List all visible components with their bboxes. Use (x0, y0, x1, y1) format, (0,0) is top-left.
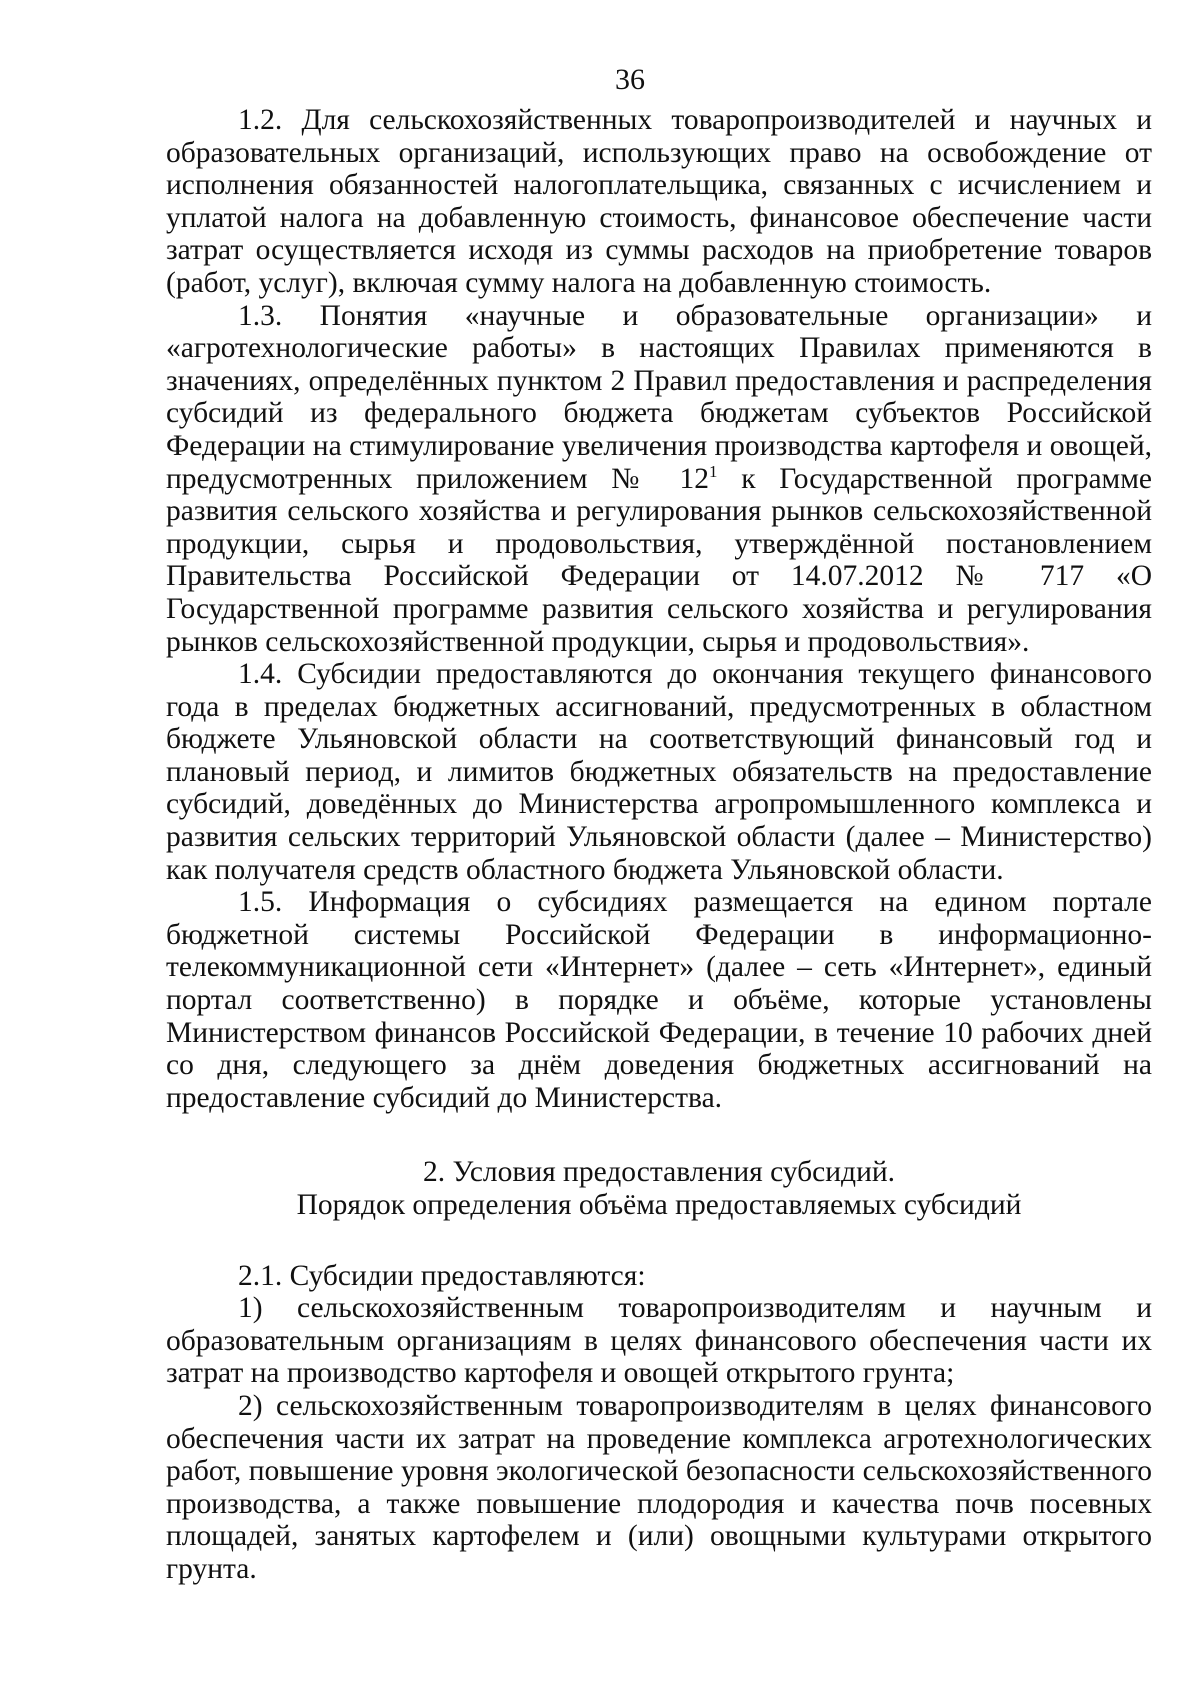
paragraph-2-1: 2.1. Субсидии предоставляются: (238, 1259, 646, 1292)
list-item-1: 1) сельскохозяйственным товаропроизводителям и научным и образовательным организациям в целях финансового обеспечения части их затрат на производство картофеля и овощей открытого грунта; (166, 1292, 1152, 1390)
page-number: 36 (615, 63, 645, 96)
paragraph-1-5: 1.5. Информация о субсидиях размещается на едином портале бюджетной системы Российской Федерации в информационно-телекоммуникационной сети «Интернет» (далее – сеть «Интернет», единый портал соответственно) в порядке и объёме, которые установлены Министерством финансов Российской Федерации, в течение 10 рабочих дней со дня, следующего за днём доведения бюджетных ассигнований на предоставление субсидий до Министерства. (166, 886, 1152, 1114)
section-2-heading (166, 1156, 1152, 1221)
paragraph-1-2: 1.2. Для сельскохозяйственных товаропроизводителей и научных и образовательных организаций, использующих право на освобождение от исполнения обязанностей налогоплательщика, связанных с исчислением и уплатой налога на добавленную стоимость, финансовое обеспечение части затрат осуществляется исходя из суммы расходов на приобретение товаров (работ, услуг), включая сумму налога на добавленную стоимость. (166, 104, 1152, 299)
appendix-superscript: 1 (709, 461, 718, 481)
section-2-subtitle: Порядок определения объёма предоставляемых субсидий (296, 1189, 1022, 1221)
paragraph-1-3 (166, 300, 1152, 659)
section-2-title: 2. Условия предоставления субсидий. (422, 1156, 896, 1189)
list-item-2: 2) сельскохозяйственным товаропроизводителям в целях финансового обеспечения части их затрат на проведение комплекса агротехнологических работ, повышение уровня экологической безопасности сельскохозяйственного производства, а также повышение плодородия и качества почв посевных площадей, занятых картофелем и (или) овощными культурами открытого грунта. (166, 1389, 1152, 1585)
paragraph-1-3-text-end: к Государственной программе развития сельского хозяйства и регулирования рынков сельскохозяйственной продукции, сырья и продовольствия, утверждённой постановлением Правительства Российской Федерации от 14.07.2012 № 717 «О Государственной программе развития сельского хозяйства и регулирования рынков сельскохозяйственной продукции, сырья и продовольствия». (166, 462, 1152, 658)
document-body (166, 104, 1152, 1586)
paragraph-1-3-text-start: 1.3. Понятия «научные и образовательные организации» и «агротехнологические работы» в настоящих Правилах применяются в значениях, определённых пунктом 2 Правил предоставления и распределения субсидий из федерального бюджета бюджетам субъектов Российской Федерации на стимулирование увеличения производства картофеля и овощей, предусмотренных приложением № 12 (166, 299, 1152, 495)
paragraph-1-4: 1.4. Субсидии предоставляются до окончания текущего финансового года в пределах бюджетных ассигнований, предусмотренных в областном бюджете Ульяновской области на соответствующий финансовый год и плановый период, и лимитов бюджетных обязательств на предоставление субсидий, доведённых до Министерства агропромышленного комплекса и развития сельских территорий Ульяновской области (далее – Министерство) как получателя средств областного бюджета Ульяновской области. (166, 658, 1152, 886)
